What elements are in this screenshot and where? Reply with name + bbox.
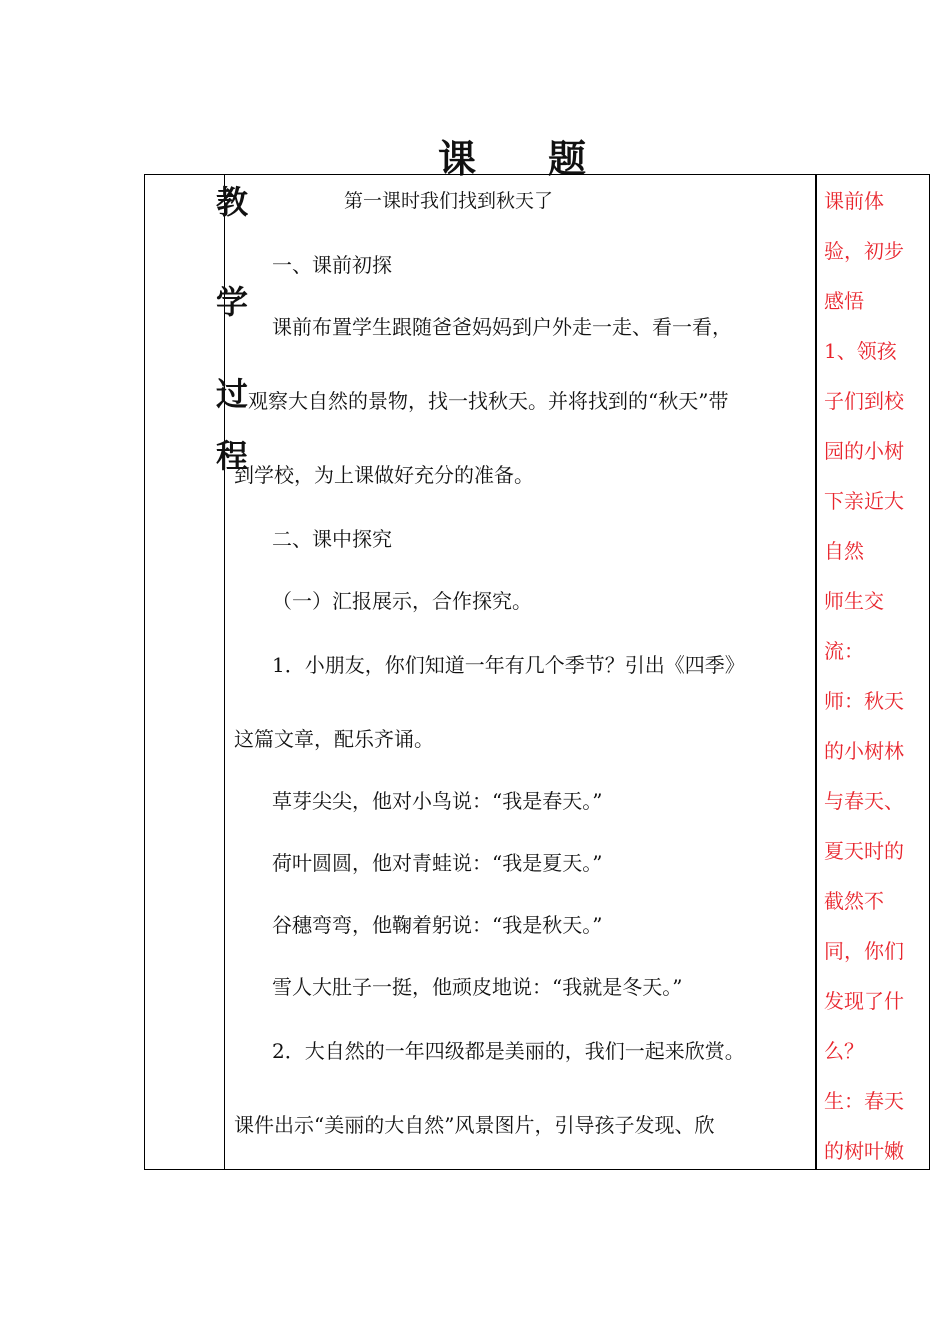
side-note-line: 截然不 bbox=[824, 889, 884, 913]
label-char-2: 学 bbox=[216, 283, 249, 321]
poem-line: 雪人大肚子一挺，他顽皮地说：“我就是冬天。” bbox=[272, 975, 683, 999]
paragraph-line: 2．大自然的一年四级都是美丽的，我们一起来欣赏。 bbox=[272, 1039, 745, 1063]
paragraph-line: 这篇文章，配乐齐诵。 bbox=[234, 727, 434, 751]
paragraph-line: 到学校，为上课做好充分的准备。 bbox=[234, 463, 534, 487]
poem-line: 谷穗弯弯，他鞠着躬说：“我是秋天。” bbox=[272, 913, 603, 937]
poem-line: 荷叶圆圆，他对青蛙说：“我是夏天。” bbox=[272, 851, 603, 875]
side-note-line: 同，你们 bbox=[824, 939, 904, 963]
label-char-1: 教 bbox=[216, 183, 249, 221]
label-char-4: 程 bbox=[216, 437, 249, 475]
side-note-line: 么？ bbox=[824, 1039, 864, 1063]
label-char-3: 过 bbox=[216, 375, 249, 413]
paragraph-line: 1．小朋友，你们知道一年有几个季节？引出《四季》 bbox=[272, 653, 745, 677]
side-note-line: 1、领孩 bbox=[824, 339, 897, 363]
poem-line: 草芽尖尖，他对小鸟说：“我是春天。” bbox=[272, 789, 603, 813]
section-heading: 一、课前初探 bbox=[272, 253, 392, 277]
column-divider-right bbox=[815, 174, 817, 1170]
page-title: 课题 bbox=[438, 136, 659, 181]
paragraph-line: 课前布置学生跟随爸爸妈妈到户外走一走、看一看， bbox=[272, 315, 732, 339]
paragraph-line: 观察大自然的景物，找一找秋天。并将找到的“秋天”带 bbox=[248, 389, 729, 413]
side-note-line: 师生交 bbox=[824, 589, 884, 613]
side-note-line: 夏天时的 bbox=[824, 839, 904, 863]
paragraph-line: 课件出示“美丽的大自然”风景图片，引导孩子发现、欣 bbox=[234, 1113, 715, 1137]
side-note-line: 发现了什 bbox=[824, 989, 904, 1013]
side-note-line: 师：秋天 bbox=[824, 689, 904, 713]
section-heading: 二、课中探究 bbox=[272, 527, 392, 551]
side-note-line: 下亲近大 bbox=[824, 489, 904, 513]
teaching-process-label bbox=[216, 182, 256, 486]
side-note-line: 感悟 bbox=[824, 289, 864, 313]
side-note-line: 课前体 bbox=[824, 189, 884, 213]
lesson-heading: 第一课时我们找到秋天了 bbox=[344, 190, 554, 212]
side-note-line: 园的小树 bbox=[824, 439, 904, 463]
side-note-line: 自然 bbox=[824, 539, 864, 563]
side-note-line: 子们到校 bbox=[824, 389, 904, 413]
side-note-line: 流： bbox=[824, 639, 864, 663]
side-note-line: 的树叶嫩 bbox=[824, 1139, 904, 1163]
side-note-line: 验，初步 bbox=[824, 239, 904, 263]
subsection-heading: （一）汇报展示，合作探究。 bbox=[272, 589, 532, 613]
side-note-line: 与春天、 bbox=[824, 789, 904, 813]
side-note-line: 生：春天 bbox=[824, 1089, 904, 1113]
side-note-line: 的小树林 bbox=[824, 739, 904, 763]
